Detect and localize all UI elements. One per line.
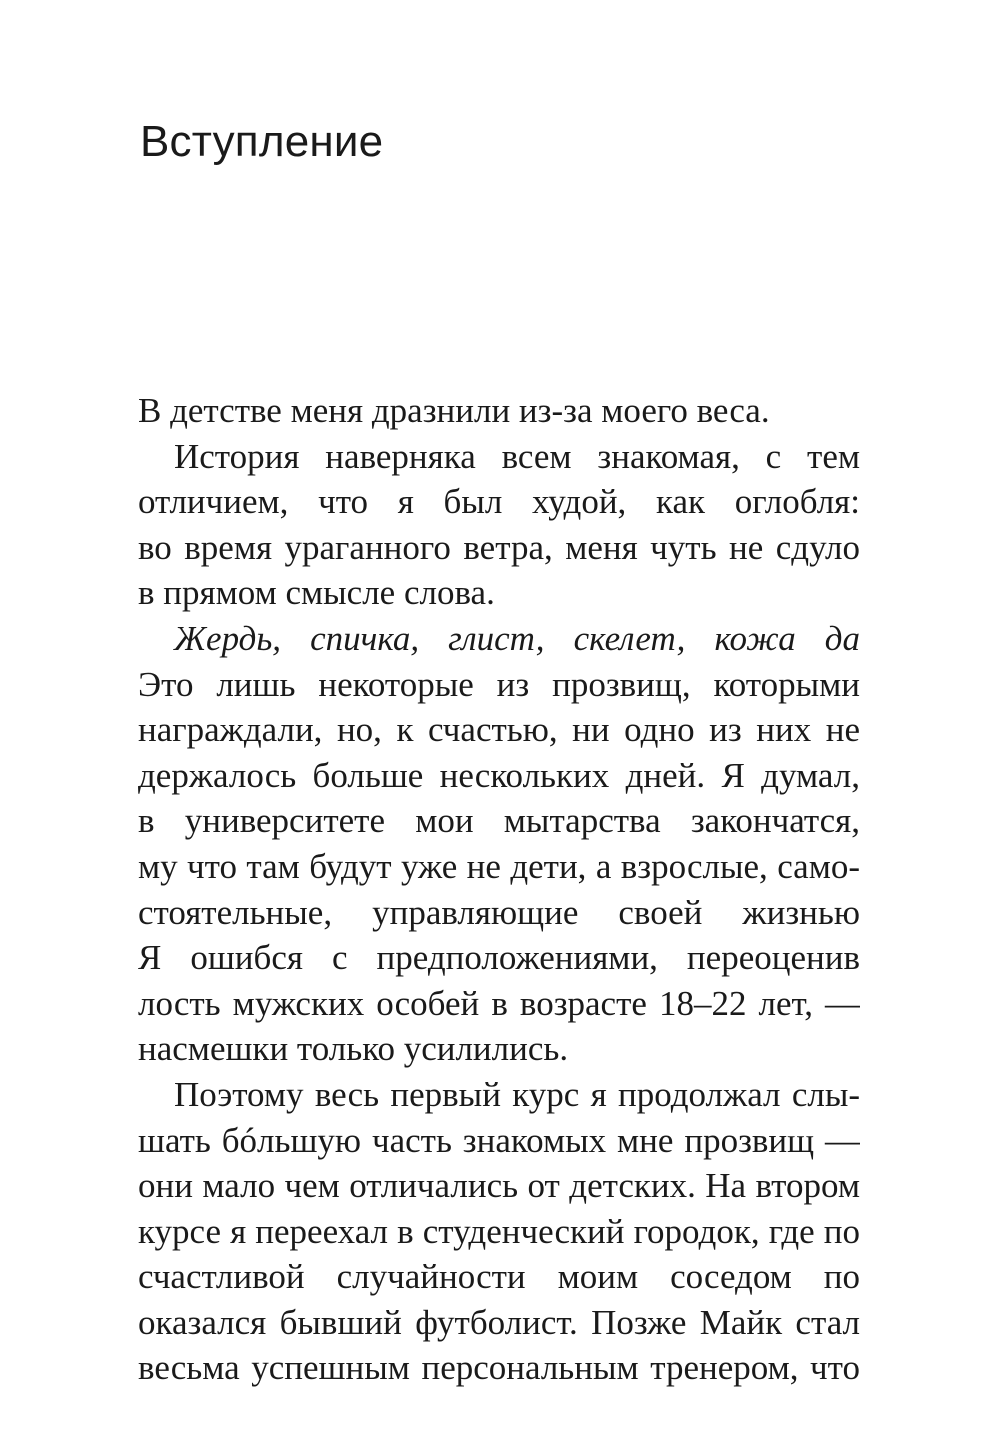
text-line: насмешки только усилились.	[138, 1029, 569, 1069]
text-line: в университете мои мытарства закончатся,	[138, 801, 860, 841]
text-line: Поэтому весь первый курс я продолжал слы-	[174, 1074, 860, 1114]
text-line: они мало чем отличались от детских. На втором	[138, 1166, 860, 1206]
text-line: Я ошибся с предположениями, переоценив	[138, 938, 860, 978]
text-line: в прямом смысле слова.	[138, 573, 495, 613]
text-line: стоятельные, управляющие своей жизнью	[138, 892, 860, 932]
text-line: во время ураганного ветра, меня чуть не сдуло	[138, 527, 860, 567]
text-line: держалось больше нескольких дней. Я думал,	[138, 755, 860, 795]
text-line: награждали, но, к счастью, ни одно из них не	[138, 710, 860, 750]
text-line: В детстве меня дразнили из-за моего веса.	[138, 391, 770, 430]
text-line: оказался бывший футболист. Позже Майк стал	[138, 1302, 860, 1342]
text-line: лость мужских особей в возрасте 18–22 лет, —	[138, 983, 860, 1023]
text-line: История наверняка всем знакомая, с тем	[174, 436, 860, 476]
text-line: отличием, что я был худой, как оглобля:	[138, 482, 860, 522]
text-line: шать бóльшую часть знакомых мне прозвищ —	[138, 1120, 860, 1160]
text-line: му что там будут уже не дети, а взрослые, само-	[138, 846, 860, 886]
text-line: курсе я переехал в студенческий городок, где по	[138, 1211, 860, 1251]
body-text	[138, 388, 860, 1391]
text-line: весьма успешным персональным тренером, что	[138, 1348, 860, 1388]
chapter-title: Вступление	[140, 117, 384, 166]
text-line: счастливой случайности моим соседом по	[138, 1257, 860, 1297]
text-line-italic: Жердь, спичка, глист, скелет, кожа да	[174, 618, 860, 658]
text-line: Это лишь некоторые из прозвищ, которыми	[138, 664, 860, 704]
